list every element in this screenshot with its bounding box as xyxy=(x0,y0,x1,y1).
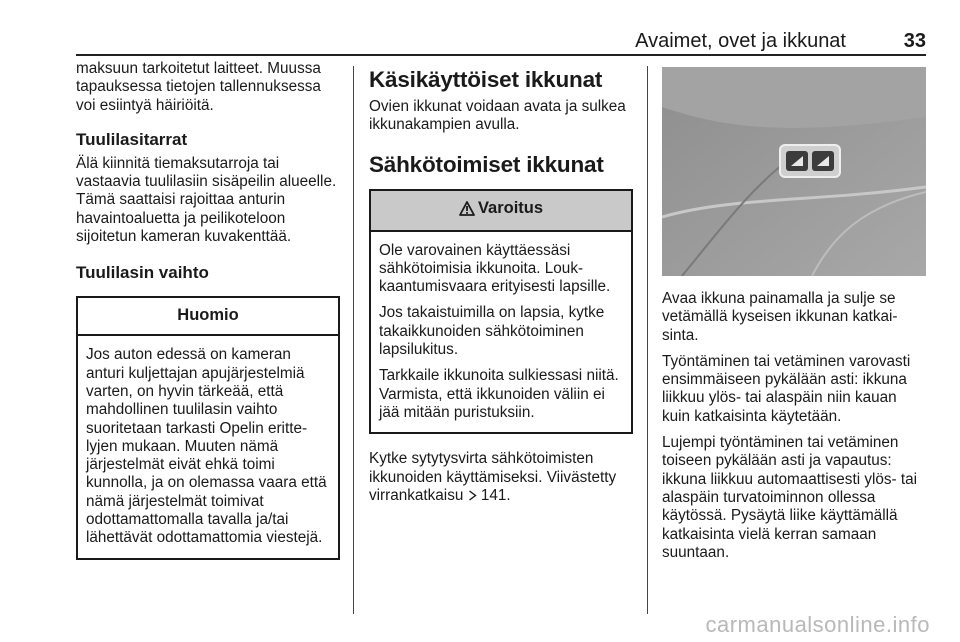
column-3 xyxy=(662,290,926,570)
warning-paragraph-2: Jos takaistuimilla on lapsia, kytke takaikkunoiden sähkötoiminen lapsilukitus. xyxy=(379,304,605,359)
note-paragraph: Jos auton edessä on kameran anturi kuljettajan apujärjestelmiä varten, on hyvin tärkeää, että mahdollinen tuulilasin vaihto suoritetaan tarkasti Opelin erittelyjen mukaan. Muuten nämä järjestelmät eivät ehkä toimi kunnolla, ja on olemassa vaara että nämä järjestelmät toimivat odottamattomalla tavalla ja/tai lähettävät odottamattomia viestejä. xyxy=(86,346,327,547)
warning-header xyxy=(371,191,631,232)
heading-manual-windows: Käsikäyttöiset ikkunat xyxy=(369,67,603,92)
warning-box xyxy=(369,189,633,435)
column-divider-2 xyxy=(647,66,648,614)
ignition-text: Kytke sytytysvirta sähkötoimisten ikkunoiden käyttämiseksi. Viivästetty virrankatkaisu xyxy=(369,450,617,504)
warning-title: Varoitus xyxy=(477,198,544,217)
heading-power-windows: Sähkötoimiset ikkunat xyxy=(369,151,604,177)
stickers-paragraph: Älä kiinnitä tiemaksutarroja tai vastaavia tuulilasiin sisäpeilin alueelle. Tämä saattaisi rajoittaa anturin havaintoaluetta ja peilikoteloon sijoitetun kameran kuvakenttää. xyxy=(76,154,337,246)
window-operation-paragraph-2: Työntäminen tai vetäminen varovasti ensimmäiseen pykälään asti: ikkuna liikkuu ylös- tai alaspäin niin kauan kuin katkaisinta käytetään. xyxy=(662,352,911,425)
column-1 xyxy=(76,60,340,560)
note-title: Huomio xyxy=(78,298,338,336)
page-header xyxy=(76,26,926,56)
intro-paragraph: maksuun tarkoitetut laitteet. Muussa tapauksessa tietojen tallennuksessa voi esiintyä häiriöitä. xyxy=(76,60,321,114)
warning-paragraph-1: Ole varovainen käyttäessäsi sähkötoimisia ikkunoita. Loukkaantumisvaara erityisesti lapsille. xyxy=(379,241,611,296)
warning-paragraph-3: Tarkkaile ikkunoita sulkiessasi niitä. Varmista, että ikkunoiden väliin ei jää mitään puristuksiin. xyxy=(379,367,619,421)
window-operation-paragraph-3: Lujempi työntäminen tai vetäminen toiseen pykälään asti ja vapautus: ikkuna liikkuu automaattisesti ylös- tai alaspäin turvatoiminnon ollessa käytössä. Pysäytä liike käyttämällä katkaisinta vielä kerran samaan suuntaan. xyxy=(662,434,918,561)
ignition-paragraph xyxy=(369,450,633,505)
warning-triangle-icon xyxy=(459,201,475,221)
manual-windows-paragraph: Ovien ikkunat voidaan avata ja sulkea ikkunakampien avulla. xyxy=(369,98,626,134)
watermark: carmanualsonline.info xyxy=(705,612,930,637)
chapter-title: Avaimet, ovet ja ikkunat xyxy=(635,30,846,52)
page-reference-arrow-icon xyxy=(468,487,481,504)
page-number: 33 xyxy=(903,30,926,52)
window-switch-photo xyxy=(662,67,926,276)
note-body xyxy=(78,336,338,557)
window-operation-paragraph-1: Avaa ikkuna painamalla ja sulje se vetämällä kyseisen ikkunan katkaisinta. xyxy=(662,290,898,344)
header-rule xyxy=(76,54,926,56)
note-box xyxy=(76,296,340,559)
page-reference: 141. xyxy=(480,486,511,504)
column-2 xyxy=(369,60,633,513)
warning-body xyxy=(371,232,631,433)
heading-windscreen-replacement: Tuulilasin vaihto xyxy=(76,263,209,283)
column-divider-1 xyxy=(353,66,354,614)
heading-stickers: Tuulilasitarrat xyxy=(76,129,188,149)
